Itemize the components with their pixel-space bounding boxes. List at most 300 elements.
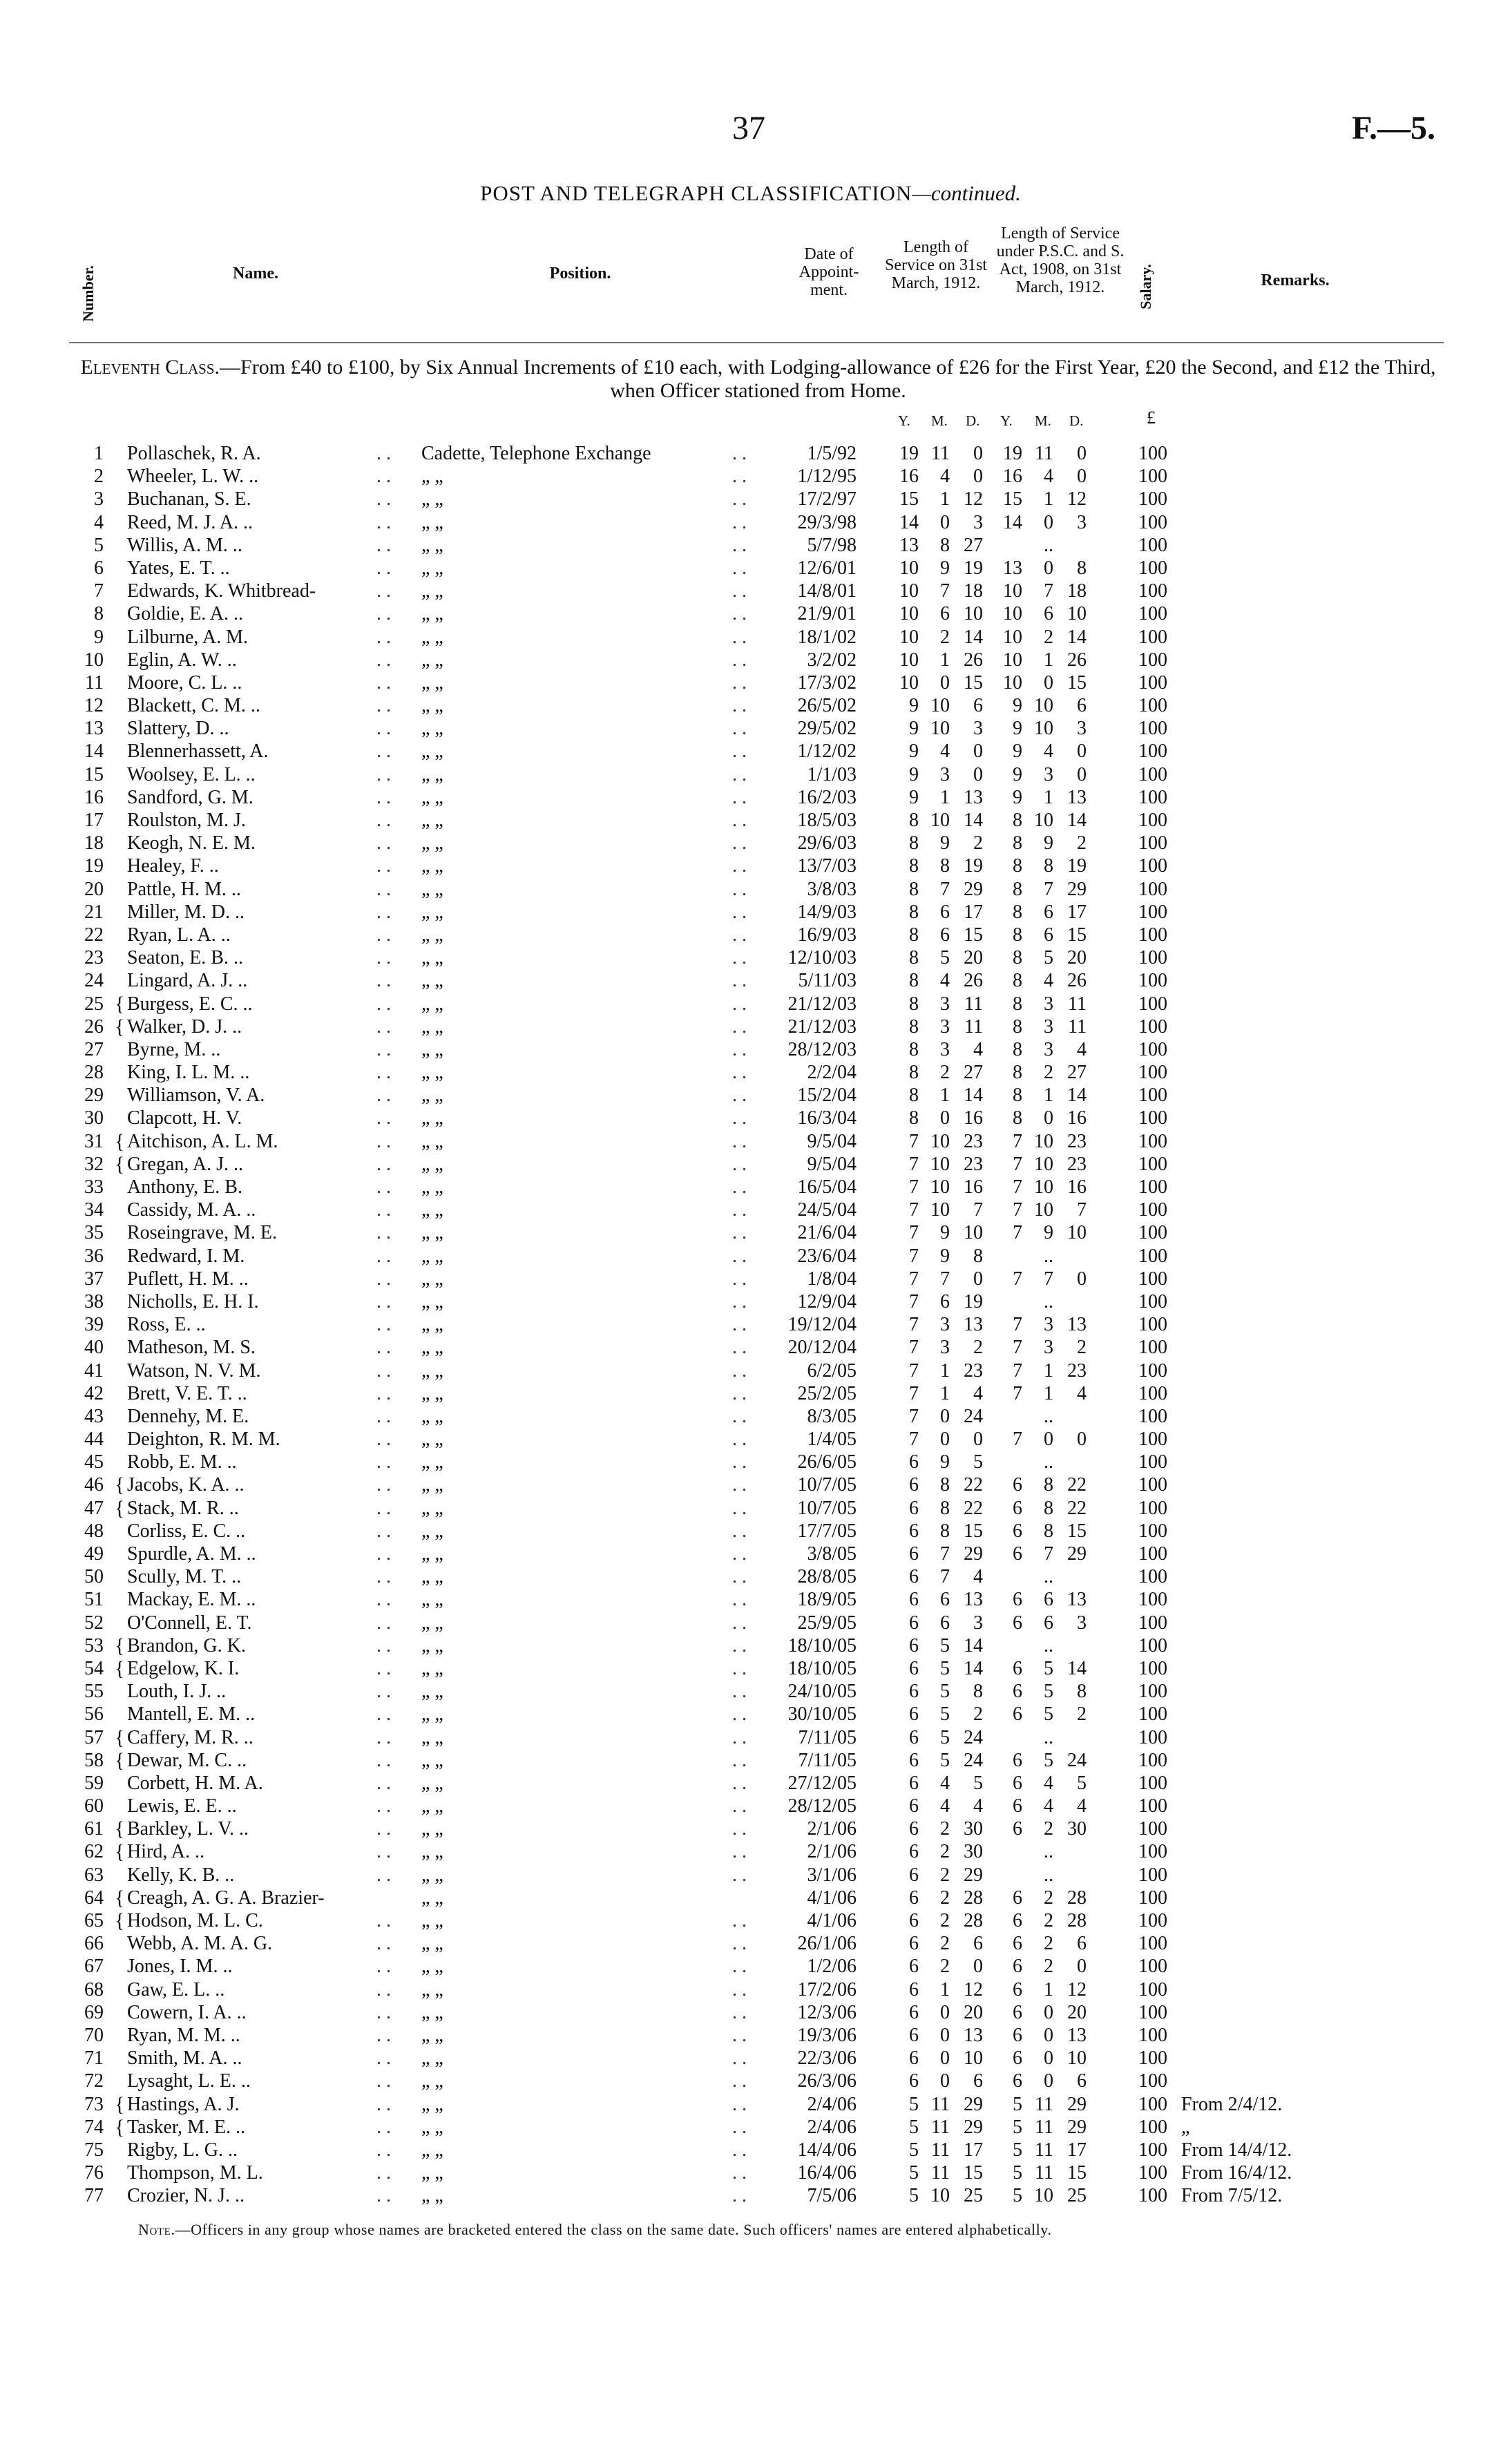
officer-name: Edgelow, K. I. bbox=[127, 1657, 240, 1679]
leader-dots: .. bbox=[376, 580, 396, 602]
service-months: 11 bbox=[931, 443, 950, 464]
psc-years: 8 bbox=[1013, 832, 1022, 854]
appointment-date: 26/6/05 bbox=[797, 1451, 857, 1473]
leader-dots-2: .. bbox=[732, 603, 752, 625]
psc-months: .. bbox=[1044, 1405, 1053, 1427]
position: „ „ bbox=[421, 786, 443, 808]
psc-years: 8 bbox=[1013, 1038, 1022, 1060]
appointment-date: 3/8/03 bbox=[807, 878, 857, 900]
service-months: 5 bbox=[940, 947, 950, 969]
psc-months: .. bbox=[1044, 1634, 1053, 1656]
group-brace: { bbox=[115, 1152, 125, 1176]
service-months: 4 bbox=[940, 741, 950, 763]
service-years: 6 bbox=[909, 1749, 919, 1771]
leader-dots-2: .. bbox=[732, 741, 752, 763]
service-years: 6 bbox=[909, 1795, 919, 1817]
psc-days: 23 bbox=[1067, 1130, 1087, 1152]
service-months: 8 bbox=[940, 1520, 950, 1542]
row-number: 52 bbox=[84, 1612, 104, 1634]
position: „ „ bbox=[421, 557, 443, 579]
leader-dots: .. bbox=[376, 1222, 396, 1244]
psc-months: 1 bbox=[1044, 1978, 1053, 2000]
class-name: Eleventh Class. bbox=[80, 356, 220, 379]
officer-name: Webb, A. M. A. G. bbox=[127, 1933, 273, 1955]
appointment-date: 1/4/05 bbox=[807, 1429, 857, 1451]
officer-name: Pattle, H. M. .. bbox=[127, 878, 241, 900]
service-years: 6 bbox=[909, 1497, 919, 1519]
position: „ „ bbox=[421, 1314, 443, 1336]
psc-days: 25 bbox=[1067, 2185, 1087, 2207]
position: „ „ bbox=[421, 1520, 443, 1542]
appointment-date: 15/2/04 bbox=[797, 1085, 857, 1107]
table-row bbox=[0, 946, 1501, 969]
row-number: 13 bbox=[84, 718, 104, 740]
table-row bbox=[0, 1657, 1501, 1680]
psc-months: 2 bbox=[1044, 1956, 1053, 1978]
salary: 100 bbox=[1138, 1222, 1167, 1244]
service-months: 9 bbox=[940, 1245, 950, 1267]
psc-days: 23 bbox=[1067, 1153, 1087, 1175]
appointment-date: 10/7/05 bbox=[797, 1474, 857, 1496]
leader-dots-2: .. bbox=[732, 1612, 752, 1634]
salary: 100 bbox=[1138, 1382, 1167, 1404]
table-row bbox=[0, 1313, 1501, 1336]
service-years: 6 bbox=[909, 1612, 919, 1634]
position: „ „ bbox=[421, 1405, 443, 1427]
group-brace: { bbox=[115, 1015, 125, 1038]
unit-salary: £ bbox=[1147, 408, 1156, 428]
appointment-date: 16/9/03 bbox=[797, 924, 857, 946]
service-days: 23 bbox=[964, 1153, 983, 1175]
leader-dots-2: .. bbox=[732, 1130, 752, 1152]
service-months: 7 bbox=[940, 1543, 950, 1565]
service-years: 6 bbox=[909, 1634, 919, 1656]
row-number: 56 bbox=[84, 1703, 104, 1726]
salary: 100 bbox=[1138, 1199, 1167, 1221]
service-months: 8 bbox=[940, 855, 950, 877]
service-years: 5 bbox=[909, 2139, 919, 2161]
service-months: 1 bbox=[940, 1382, 950, 1404]
leader-dots-2: .. bbox=[732, 993, 752, 1015]
row-number: 72 bbox=[84, 2070, 104, 2092]
appointment-date: 26/3/06 bbox=[797, 2070, 857, 2092]
service-days: 19 bbox=[964, 855, 983, 877]
service-years: 5 bbox=[909, 2116, 919, 2138]
appointment-date: 22/3/06 bbox=[797, 2047, 857, 2070]
page-title bbox=[0, 181, 1501, 206]
psc-days: 29 bbox=[1067, 878, 1087, 900]
service-years: 6 bbox=[909, 1887, 919, 1909]
service-months: 5 bbox=[940, 1703, 950, 1726]
service-days: 16 bbox=[964, 1176, 983, 1198]
service-months: 4 bbox=[940, 466, 950, 488]
psc-years: 8 bbox=[1013, 1085, 1022, 1107]
psc-months: 10 bbox=[1034, 1199, 1053, 1221]
leader-dots-2: .. bbox=[732, 511, 752, 533]
group-brace: { bbox=[115, 2115, 125, 2139]
psc-months: 8 bbox=[1044, 1474, 1053, 1496]
appointment-date: 25/9/05 bbox=[797, 1612, 857, 1634]
position: „ „ bbox=[421, 993, 443, 1015]
appointment-date: 21/6/04 bbox=[797, 1222, 857, 1244]
leader-dots-2: .. bbox=[732, 2093, 752, 2115]
psc-days: 13 bbox=[1067, 2024, 1087, 2046]
leader-dots-2: .. bbox=[732, 763, 752, 785]
row-number: 45 bbox=[84, 1451, 104, 1473]
service-years: 6 bbox=[909, 1703, 919, 1726]
leader-dots-2: .. bbox=[732, 718, 752, 740]
table-row bbox=[0, 2116, 1501, 2139]
appointment-date: 10/7/05 bbox=[797, 1497, 857, 1519]
psc-days: 20 bbox=[1067, 947, 1087, 969]
psc-years: 6 bbox=[1013, 1589, 1022, 1611]
officer-name: Cowern, I. A. .. bbox=[127, 2001, 247, 2023]
service-years: 9 bbox=[909, 763, 919, 785]
leader-dots: .. bbox=[376, 741, 396, 763]
officer-name: Thompson, M. L. bbox=[127, 2162, 263, 2184]
salary: 100 bbox=[1138, 1497, 1167, 1519]
service-months: 8 bbox=[940, 534, 950, 556]
officer-name: Dewar, M. C. .. bbox=[127, 1749, 247, 1771]
leader-dots-2: .. bbox=[732, 1337, 752, 1359]
salary: 100 bbox=[1138, 557, 1167, 579]
leader-dots: .. bbox=[376, 832, 396, 854]
position: „ „ bbox=[421, 1222, 443, 1244]
leader-dots-2: .. bbox=[732, 1015, 752, 1038]
position: „ „ bbox=[421, 466, 443, 488]
psc-years: 9 bbox=[1013, 718, 1022, 740]
psc-years: 8 bbox=[1013, 1062, 1022, 1084]
position: „ „ bbox=[421, 1612, 443, 1634]
leader-dots-2: .. bbox=[732, 1703, 752, 1726]
leader-dots: .. bbox=[376, 2001, 396, 2023]
row-number: 63 bbox=[84, 1864, 104, 1886]
appointment-date: 2/2/04 bbox=[807, 1062, 857, 1084]
psc-days: 0 bbox=[1077, 466, 1087, 488]
row-number: 37 bbox=[84, 1268, 104, 1290]
psc-days: 14 bbox=[1067, 810, 1087, 831]
page-reference: F.—5. bbox=[1352, 110, 1435, 146]
officer-name: Roseingrave, M. E. bbox=[127, 1222, 277, 1244]
service-days: 14 bbox=[964, 810, 983, 831]
psc-months: 6 bbox=[1044, 1589, 1053, 1611]
salary: 100 bbox=[1138, 443, 1167, 464]
psc-days: 13 bbox=[1067, 786, 1087, 808]
service-months: 9 bbox=[940, 1222, 950, 1244]
psc-days: 17 bbox=[1067, 901, 1087, 923]
table-row bbox=[0, 1153, 1501, 1176]
appointment-date: 30/10/05 bbox=[787, 1703, 857, 1726]
table-row bbox=[0, 1978, 1501, 2001]
appointment-date: 12/9/04 bbox=[797, 1290, 857, 1312]
group-brace: { bbox=[115, 1726, 125, 1749]
service-days: 12 bbox=[964, 1978, 983, 2000]
leader-dots: .. bbox=[376, 1795, 396, 1817]
service-days: 10 bbox=[964, 1222, 983, 1244]
psc-days: 29 bbox=[1067, 2093, 1087, 2115]
psc-years: 5 bbox=[1013, 2116, 1022, 2138]
position: „ „ bbox=[421, 1841, 443, 1863]
service-years: 7 bbox=[909, 1314, 919, 1336]
table-row bbox=[0, 1864, 1501, 1887]
position: „ „ bbox=[421, 2185, 443, 2207]
service-months: 11 bbox=[931, 2093, 950, 2115]
leader-dots-2: .. bbox=[732, 2047, 752, 2070]
row-number: 12 bbox=[84, 695, 104, 717]
psc-years: 5 bbox=[1013, 2139, 1022, 2161]
service-days: 0 bbox=[973, 466, 983, 488]
service-years: 13 bbox=[899, 534, 919, 556]
leader-dots: .. bbox=[376, 534, 396, 556]
service-years: 6 bbox=[909, 1818, 919, 1840]
row-number: 50 bbox=[84, 1566, 104, 1588]
row-number: 47 bbox=[84, 1497, 104, 1519]
row-number: 8 bbox=[94, 603, 104, 625]
table-row bbox=[0, 1680, 1501, 1703]
position: „ „ bbox=[421, 2024, 443, 2046]
appointment-date: 17/2/97 bbox=[797, 488, 857, 510]
appointment-date: 26/1/06 bbox=[797, 1933, 857, 1955]
officer-name: King, I. L. M. .. bbox=[127, 1062, 250, 1084]
leader-dots: .. bbox=[376, 466, 396, 488]
officer-name: Eglin, A. W. .. bbox=[127, 649, 237, 671]
psc-days: 0 bbox=[1077, 1956, 1087, 1978]
row-number: 55 bbox=[84, 1681, 104, 1703]
psc-months: 3 bbox=[1044, 1038, 1053, 1060]
psc-months: 3 bbox=[1044, 763, 1053, 785]
psc-days: 18 bbox=[1067, 580, 1087, 602]
leader-dots-2: .. bbox=[732, 901, 752, 923]
leader-dots-2: .. bbox=[732, 1589, 752, 1611]
row-number: 68 bbox=[84, 1978, 104, 2000]
service-years: 8 bbox=[909, 855, 919, 877]
table-row bbox=[0, 832, 1501, 854]
group-brace: { bbox=[115, 1656, 125, 1680]
leader-dots-2: .. bbox=[732, 2116, 752, 2138]
remarks: From 7/5/12. bbox=[1181, 2185, 1283, 2207]
position: „ „ bbox=[421, 1703, 443, 1726]
appointment-date: 1/12/02 bbox=[797, 741, 857, 763]
officer-name: Edwards, K. Whitbread- bbox=[127, 580, 316, 602]
leader-dots: .. bbox=[376, 1612, 396, 1634]
table-row bbox=[0, 694, 1501, 717]
psc-months: .. bbox=[1044, 1726, 1053, 1748]
psc-years: 8 bbox=[1013, 947, 1022, 969]
appointment-date: 28/12/05 bbox=[787, 1795, 857, 1817]
psc-years: 9 bbox=[1013, 741, 1022, 763]
officer-name: Yates, E. T. .. bbox=[127, 557, 230, 579]
leader-dots: .. bbox=[376, 1749, 396, 1771]
position: „ „ bbox=[421, 1245, 443, 1267]
service-years: 8 bbox=[909, 810, 919, 831]
service-months: 5 bbox=[940, 1681, 950, 1703]
psc-months: 8 bbox=[1044, 1497, 1053, 1519]
psc-years: 7 bbox=[1013, 1314, 1022, 1336]
service-months: 6 bbox=[940, 1589, 950, 1611]
position: „ „ bbox=[421, 488, 443, 510]
salary: 100 bbox=[1138, 924, 1167, 946]
service-years: 10 bbox=[899, 603, 919, 625]
row-number: 39 bbox=[84, 1314, 104, 1336]
row-number: 59 bbox=[84, 1772, 104, 1794]
leader-dots: .. bbox=[376, 1107, 396, 1129]
service-years: 8 bbox=[909, 1038, 919, 1060]
psc-years: 7 bbox=[1013, 1268, 1022, 1290]
appointment-date: 1/8/04 bbox=[807, 1268, 857, 1290]
service-days: 3 bbox=[973, 511, 983, 533]
service-days: 22 bbox=[964, 1497, 983, 1519]
row-number: 60 bbox=[84, 1795, 104, 1817]
leader-dots: .. bbox=[376, 970, 396, 992]
row-number: 11 bbox=[85, 671, 104, 694]
leader-dots-2: .. bbox=[732, 1657, 752, 1679]
salary: 100 bbox=[1138, 2047, 1167, 2070]
psc-months: 1 bbox=[1044, 1382, 1053, 1404]
service-days: 10 bbox=[964, 2047, 983, 2070]
service-years: 8 bbox=[909, 1085, 919, 1107]
psc-months: 8 bbox=[1044, 1520, 1053, 1542]
leader-dots: .. bbox=[376, 1841, 396, 1863]
psc-days: 12 bbox=[1067, 1978, 1087, 2000]
service-years: 19 bbox=[899, 443, 919, 464]
salary: 100 bbox=[1138, 1612, 1167, 1634]
service-months: 3 bbox=[940, 763, 950, 785]
position: „ „ bbox=[421, 741, 443, 763]
psc-years: 6 bbox=[1013, 1703, 1022, 1726]
leader-dots: .. bbox=[376, 1038, 396, 1060]
appointment-date: 7/5/06 bbox=[807, 2185, 857, 2207]
service-years: 6 bbox=[909, 1566, 919, 1588]
service-months: 2 bbox=[940, 1910, 950, 1931]
psc-months: 0 bbox=[1044, 671, 1053, 694]
service-years: 7 bbox=[909, 1268, 919, 1290]
leader-dots: .. bbox=[376, 2139, 396, 2161]
officer-name: Miller, M. D. .. bbox=[127, 901, 245, 923]
leader-dots-2: .. bbox=[732, 580, 752, 602]
psc-months: 9 bbox=[1044, 1222, 1053, 1244]
leader-dots: .. bbox=[376, 603, 396, 625]
appointment-date: 20/12/04 bbox=[787, 1337, 857, 1359]
leader-dots-2: .. bbox=[732, 1474, 752, 1496]
table-row bbox=[0, 580, 1501, 602]
psc-months: 4 bbox=[1044, 741, 1053, 763]
psc-years: 6 bbox=[1013, 1497, 1022, 1519]
salary: 100 bbox=[1138, 855, 1167, 877]
leader-dots-2: .. bbox=[732, 1681, 752, 1703]
table-row bbox=[0, 2139, 1501, 2161]
leader-dots: .. bbox=[376, 2185, 396, 2207]
officer-name: Puflett, H. M. .. bbox=[127, 1268, 249, 1290]
service-days: 13 bbox=[964, 786, 983, 808]
salary: 100 bbox=[1138, 1429, 1167, 1451]
psc-days: 2 bbox=[1077, 1703, 1087, 1726]
table-row bbox=[0, 2047, 1501, 2070]
officer-name: Crozier, N. J. .. bbox=[127, 2185, 245, 2207]
service-months: 0 bbox=[940, 2001, 950, 2023]
row-number: 57 bbox=[84, 1726, 104, 1748]
salary: 100 bbox=[1138, 878, 1167, 900]
service-months: 10 bbox=[930, 1176, 950, 1198]
leader-dots-2: .. bbox=[732, 2070, 752, 2092]
leader-dots-2: .. bbox=[732, 443, 752, 464]
service-years: 7 bbox=[909, 1176, 919, 1198]
psc-days: 14 bbox=[1067, 626, 1087, 648]
appointment-date: 21/9/01 bbox=[797, 603, 857, 625]
psc-days: 14 bbox=[1067, 1085, 1087, 1107]
row-number: 43 bbox=[84, 1405, 104, 1427]
service-years: 9 bbox=[909, 695, 919, 717]
service-months: 7 bbox=[940, 878, 950, 900]
leader-dots-2: .. bbox=[732, 1910, 752, 1931]
group-brace: { bbox=[115, 1748, 125, 1772]
service-years: 9 bbox=[909, 718, 919, 740]
appointment-date: 17/3/02 bbox=[797, 671, 857, 694]
table-row bbox=[0, 924, 1501, 946]
position: „ „ bbox=[421, 1382, 443, 1404]
position: „ „ bbox=[421, 1176, 443, 1198]
psc-days: 2 bbox=[1077, 832, 1087, 854]
leader-dots-2: .. bbox=[732, 1978, 752, 2000]
psc-years: 6 bbox=[1013, 1543, 1022, 1565]
service-years: 10 bbox=[899, 671, 919, 694]
footnote-label: Note. bbox=[138, 2221, 175, 2238]
row-number: 71 bbox=[84, 2047, 104, 2070]
position: „ „ bbox=[421, 2001, 443, 2023]
service-months: 1 bbox=[940, 488, 950, 510]
officer-name: Stack, M. R. .. bbox=[127, 1497, 239, 1519]
psc-months: 2 bbox=[1044, 1887, 1053, 1909]
service-days: 25 bbox=[964, 2185, 983, 2207]
service-months: 8 bbox=[940, 1474, 950, 1496]
table-row bbox=[0, 1428, 1501, 1451]
officer-name: Ryan, M. M. .. bbox=[127, 2024, 240, 2046]
appointment-date: 21/12/03 bbox=[787, 993, 857, 1015]
salary: 100 bbox=[1138, 1474, 1167, 1496]
service-days: 3 bbox=[973, 718, 983, 740]
leader-dots-2: .. bbox=[732, 1933, 752, 1955]
officer-name: Ross, E. .. bbox=[127, 1314, 206, 1336]
table-row bbox=[0, 1497, 1501, 1520]
salary: 100 bbox=[1138, 534, 1167, 556]
service-days: 15 bbox=[964, 671, 983, 694]
table-row bbox=[0, 1015, 1501, 1038]
officer-name: Watson, N. V. M. bbox=[127, 1359, 261, 1382]
psc-years: 7 bbox=[1013, 1429, 1022, 1451]
officer-name: Kelly, K. B. .. bbox=[127, 1864, 235, 1886]
service-months: 7 bbox=[940, 1268, 950, 1290]
psc-days: 15 bbox=[1067, 924, 1087, 946]
service-years: 9 bbox=[909, 741, 919, 763]
appointment-date: 1/2/06 bbox=[807, 1956, 857, 1978]
leader-dots-2: .. bbox=[732, 557, 752, 579]
table-row bbox=[0, 1543, 1501, 1565]
row-number: 21 bbox=[84, 901, 104, 923]
leader-dots-2: .. bbox=[732, 855, 752, 877]
psc-months: 0 bbox=[1044, 1107, 1053, 1129]
psc-days: 5 bbox=[1077, 1772, 1087, 1794]
officer-name: Hodson, M. L. C. bbox=[127, 1910, 263, 1931]
class-description-text: —From £40 to £100, by Six Annual Increments of £10 each, with Lodging-allowance of £26 for the First Year, £20 the Second, and £12 the Third, when Officer stationed from Home. bbox=[220, 356, 1436, 402]
salary: 100 bbox=[1138, 1359, 1167, 1382]
service-days: 5 bbox=[973, 1772, 983, 1794]
leader-dots: .. bbox=[376, 1497, 396, 1519]
service-days: 29 bbox=[964, 1543, 983, 1565]
psc-days: 22 bbox=[1067, 1474, 1087, 1496]
salary: 100 bbox=[1138, 947, 1167, 969]
service-years: 7 bbox=[909, 1429, 919, 1451]
service-months: 0 bbox=[940, 2024, 950, 2046]
row-number: 48 bbox=[84, 1520, 104, 1542]
